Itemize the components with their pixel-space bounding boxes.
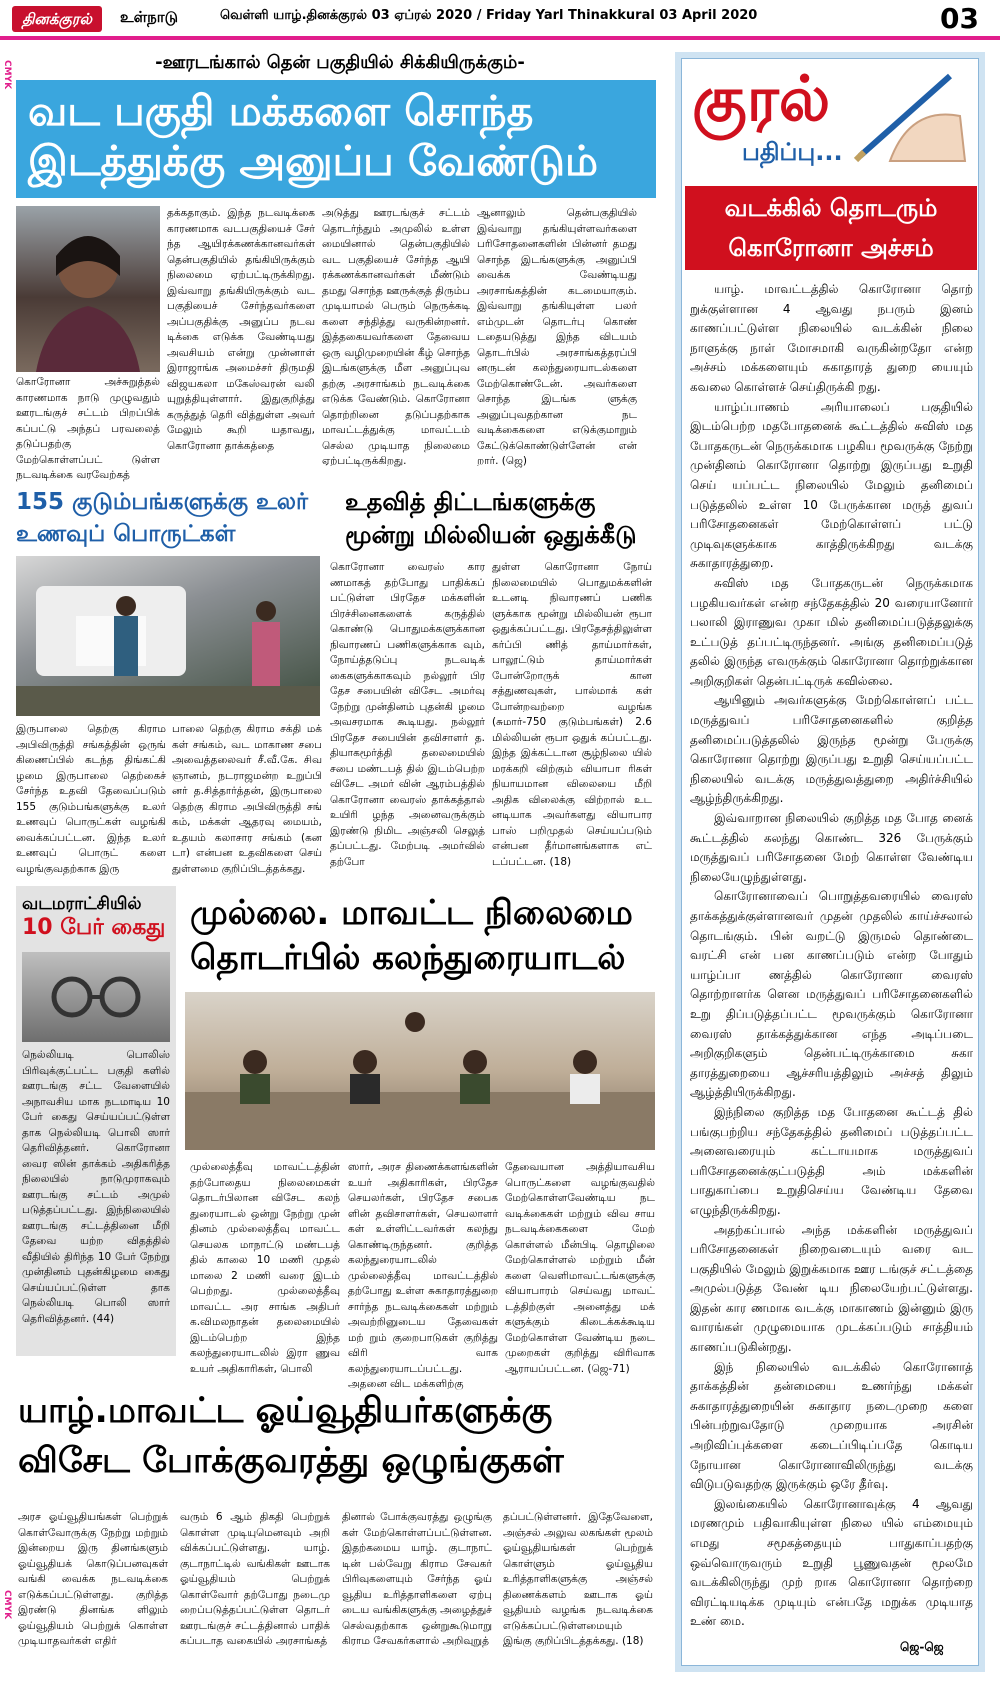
story2-headline-line2: உணவுப் பொருட்கள் [16,521,236,547]
story5-col1: அரச ஓய்வூதியங்கள் பெற்றுக் கொள்வோருக்கு நேற்று மற்றும் இன்றைய இரு தினங்களும் ஓய்வூதியக் கொடுப்பனவுகள் வங்கி வைக்க நடவடிக்கை எடுக்கப்பட்டுள்ளது. குறித்த இரண்டு தினங்க ளிலும் ஓய்வூதியம் பெற்றுக் கொள்ள முடியாதவர்கள் எதிர் [18,1511,168,1647]
editorial-paragraph: அதற்கப்பால் அந்த மக்களின் மருத்துவப் பரிசோதனைகள் நிறைவடையும் வரை வட பகுதியில் மேலும் இறுக்கமாக ஊர டங்குச் சட்டத்தை அமுல்படுத்த வேண் டிய நிலையேற்பட்டுள்ளது. இதன் கார ணமாக வடக்கு மாகாணம் இன்னும் இரு வாரங்கள் முழுமையாக முடக்கப்படும் சாத்தியம் காணப்படுகின்றது. [690,1222,973,1355]
story4-meeting-photo [185,992,655,1150]
editorial-paragraph: ஆயினும் அவர்களுக்கு மேற்கொள்ளப் பட்ட மருத்துவப் பரிசோதனைகளில் குறித்த தனிமைப்படுத்தலில் இருந்த மூன்று பேருக்கு கொரோனா தொற்று இருப்பது உறுதி செய்யப்பட்ட நிலையில் வடக்கு மருத்துவத்துறை அதிர்ச்சியில் ஆழ்ந்திருக்கிறது. [690,693,973,806]
editorial-paragraph: இலங்கையில் கொரோனாவுக்கு 4 ஆவது மரணமும் பதிவாகியுள்ள நிலை யில் எம்மையும் எமது சமூகத்தையும் பாதுகாப்பதற்கு ஒவ்வொருவரும் உறுதி பூணுவதன் மூலமே வடக்கிலிருந்து முற் றாக கொரோனா தொற்றை விரட்டியடிக்க முடியும் என்பதே மறுக்க முடியாத உண் மை. [690,1496,973,1629]
page-number: 03 [940,2,979,35]
editorial-headline-line1: வடக்கில் தொடரும் [724,194,938,222]
box-text: நெல்லியடி பொலிஸ் பிரிவுக்குட்பட்ட பகுதி களில் ஊரடங்கு சட்ட வேளையில் அநாவசிய மாக நடமாடிய 10 பேர் கைது செய்யப்பட்டுள்ள தாக நெல்லியடி பொலி ஸார் தெரிவித்தனர். கொரோனா வைர ஸின் தாக்கம் அதிகரித்த நிலையில் நாடுமுராகவும் ஊரடங்கு சட்டம் அமுல் படுத்தப்பட்டது. இந்நிலையில் ஊரடங்கு சட்டத்தினை மீறி தேவை யற்ற விதத்தில் வீதியில் திரிந்த 10 பேர் நேற்று முன்தினம் புதன்கிழமை கைது செய்யப்பட்டுள்ள தாக நெல்லியடி பொலி ஸார் தெரிவித்தனர். (44) [22,1049,170,1325]
story1-caption: கொரோனா அச்சுறுத்தல் காரணமாக நாடு முழுவதும் ஊரடங்குச் சட்டம் பிறப்பிக் கப்பட்டு அந்தப் பரவலைத் தடுப்பதற்கு மேற்கொள்ளப்பட் டுள்ள நடவடிக்கை வரவேற்கத் [16,376,160,481]
story2-photo [16,556,320,716]
handcuffs-icon [22,952,170,1042]
editorial-paragraph: சுவிஸ் மத போதகருடன் நெருக்கமாக பழகியவர்கள் என்ற சந்தேகத்தில் 20 வரையானோர் பலாலி இராணுவ முகா மில் தனிமைப்படுத்தலுக்கு உட்படுத் தப்பட்டிருந்தனர். அங்கு தனிமைப்படுத் தலில் இருந்த எவருக்கும் கொரோனா தொற்றுக்கான அறிகுறிகள் தென்பட்டிருக் கவில்லை. [690,575,973,688]
story2-col1: இருபாலை தெற்கு கிராம அபிவிருத்தி சங்கத்தின் ஒருங் கிணைப்பில் கடந்த திங்கட்கி ழமை இருபாலை தெற்கைச் சேர்ந்த உதவி தேவைப்படும் 155 குடும்பங்களுக்கு உலர் உணவுப் பொருட்கள் வழங்கி வைக்கப்பட்டன. இந்த உலர் உணவுப் பொருட் களை வழங்குவதற்காக இரு [16,723,166,875]
editorial-headline-line2: கொரோனா அச்சம் [728,234,934,262]
meeting-photo-icon [185,992,655,1150]
story1-col3: ஆனாலும் தென்பகுதியில் இவ்வாறு தங்கியுள்ளவர்களை பரிசோதனைகளின் பின்னர் தமது சொந்த இடங்களுக்கு அனுப்பி வைக்க வேண்டியது அரசாங்கத்தின் கடமையாகும். இவ்வாறு தங்கியுள்ள பலர் எம்முடன் தொடர்பு கொண் டதையடுத்து இந்த விடயம் தொடர்பில் அரசாங்கத்தரப்பி னருடன் கலந்துரையாடல்களை மேற்கொண்டேன். அவர்களை சொந்த இடங்க ளுக்கு அனுப்புவதற்கான நட வடிக்கைகளை எடுக்குமாறும் கேட்டுக்கொண்டுள்ளேன் என் றார். (ஜெ) [477,207,637,467]
story4-col2: ஸார், அரச திணைக்களங்களின் உயர் அதிகாரிகள், பிரதேச செயலர்கள், பிரதேச சபைக ளின் தவிசாளர்கள், செயலாளர் கள் உள்ளிட்டவர்கள் கலந்து கொண்டிருந்தனர். குறித்த கலந்துரையாடலில் முல்லைத்தீவு மாவட்டத்தில் தற்போது உள்ள சுகாதாரத்துறை சார்ந்த நடவடிக்கைகள் மற்றும் அவற்றினுடைய தேவைகள் மற் றும் குறைபாடுகள் குறித்து விரி வாக கலந்துரையாடப்பட்டது. அதனை விட மக்களிற்கு [348,1161,498,1390]
box-photo [22,952,170,1042]
editorial-subtitle: பதிப்பு... [742,138,843,166]
editorial-paragraph: இவ்வாறான நிலையில் குறித்த மத போத னைக் கூட்டத்தில் கலந்து கொண்ட 326 பேருக்கும் மருத்துவப் பரிசோதனை மேற் கொள்ள வேண்டிய நிலையேழுந்துள்ளது. [690,811,973,884]
story5-col3: தினால் போக்குவரத்து ஒழுங்கு கள் மேற்கொள்ளப்பட்டுள்ளன. இதற்கமைய யாழ். குடாநாட் டின் பல்வேறு கிராம சேவகர் பிரிவுகளையும் சேர்ந்த ஓய் வூதிய உரித்தாளிகளை ஏற்பு டைய வங்கிகளுக்கு அழைத்துச் செல்வதற்காக ஒன்றுகூடுமாறு கிராம சேவகர்களால் அறிவுறுத் [342,1511,492,1647]
story5-col4: தப்பட்டுள்ளனர். இதேவேளை, அஞ்சல் அலுவ லகங்கள் மூலம் ஓய்வூதியங்கள் பெற்றுக் கொள்ளும் ஓய்வூதிய உரித்தாளிகளுக்கு அஞ்சல் திணைக்களம் ஊடாக ஓய் வூதியம் வழங்க நடவடிக்கை எடுக்கப்பட்டுள்ளமையும் இங்கு குறிப்பிடத்தக்கது. (18) [503,1511,653,1647]
story1-col2: அடுத்து ஊரடங்குச் சட்டம் தொடர்ந்தும் அமுலில் உள்ள மையினால் தென்பகுதியில் வட பகுதியைச் சேர்ந்த ஆயி ரக்கணக்கானவர்கள் மீண்டும் தமது சொந்த ஊருக்குத் திரும்ப முடியாமல் பெரும் நெருக்கடி களை சந்தித்து வருகின்றனர். இத்தகையவர்களை தேவைய ஒரு வழிமுறையின் கீழ் சொந்த இடங்களுக்கு மீள அனுப்புவ தற்கு அரசாங்கம் நடவடிக்கை எடுக்க வேண்டும். கொரோனா தொற்றினை தடுப்பதற்காக மாவட்டத்துக்கு மாவட்டம் செல்ல முடியாத நிலைமை ஏற்பட்டிருக்கிறது. [322,207,470,467]
story1-portrait-photo [16,206,160,372]
box-headline-line1: வடமராட்சியில் [22,894,142,914]
story5-headline-line2: விசேட போக்குவரத்து ஒழுங்குகள் [18,1441,564,1481]
story5-headline-line1: யாழ்.மாவட்ட ஓய்வூதியர்களுக்கு [18,1391,553,1431]
story1-col1: தக்கதாகும். இந்த நடவடிக்கை காரணமாக வடபகுதியைச் சேர் ந்த ஆயிரக்கணக்கானவர்கள் தென்பகுதியில் தங்கியிருக்கும் நிலைமை ஏற்பட்டிருக்கிறது. இவ்வாறு தங்கியிருக்கும் வட பகுதியைச் சேர்ந்தவர்களை அப்பகுதிக்கு அனுப்ப நடவ டிக்கை எடுக்க வேண்டியது அவசியம் என்று முன்னாள் இராஜாங்க அமைச்சர் திருமதி விஜயகலா மகேஸ்வரன் வலி யுறுத்தியுள்ளார். இதுகுறித்து கருத்துத் தெரி வித்துள்ள அவர் மேலும் கூறி யதாவது, கொரோனா தாக்கத்தை [167,207,315,452]
cmyk-mark-bottom: CMYK [2,1590,12,1620]
editorial-body [690,280,973,1632]
story4-col1: முல்லைத்தீவு மாவட்டத்தின் தற்போதைய நிலைமைகள் தொடர்பிலான விசேட கலந் துரையாடல் ஒன்று நேற்று முன் தினம் முல்லைத்தீவு மாவட்ட செயலக மாநாட்டு மண்டபத் தில் காலை 10 மணி முதல் மாலை 2 மணி வரை இடம் பெற்றது. முல்லைத்தீவு மாவட்ட அர சாங்க அதிபர் க.விமலநாதன் தலைமையில் இடம்பெற்ற இந்த கலந்துரையாடலில் இரா ணுவ உயர் அதிகாரிகள், பொலி [190,1161,340,1375]
story1-headline-line2: இடத்துக்கு அனுப்ப வேண்டும் [28,137,598,185]
story4-col3: தேவையான அத்தியாவசிய பொருட்களை வழங்குவதில் மேற்கொள்ளவேண்டிய நட வடிக்கைகள் மற்றும் விவ சாய நடவடிக்கைகளை மேற் கொள்ளல் மீன்பிடி தொழிலை மேற்கொள்ளல் மற்றும் மீன் களை வெளிமாவட்டங்களுக்கு வியாபாரம் செய்வது மாவட் டத்திற்குள் அனைத்து மக் களுக்கும் கிடைக்கக்கூடிய மேற்கொள்ள வேண்டிய நடை முறைகள் குறித்து விரிவாக ஆராயப்பட்டன. (ஜெ-71) [505,1161,655,1375]
story3-headline-line1: உதவித் திட்டங்களுக்கு [345,488,596,516]
box-headline-line2: 10 பேர் கைது [22,915,166,940]
food-distribution-photo-icon [16,556,320,716]
story5-col2: வரும் 6 ஆம் திகதி பெற்றுக் கொள்ள முடியுமெனவும் அறி விக்கப்பட்டுள்ளது. யாழ். குடாநாட்டில் வங்கிகள் ஊடாக ஓய்வூதியம் பெற்றுக் கொள்வோர் தற்போது நடைமு றைப்படுத்தப்பட்டுள்ள தொடர் ஊரடங்குச் சட்டத்தினால் பாதிக் கப்படாத வகையில் அரசாங்கத் [180,1511,330,1647]
editorial-byline: ஜெ-ஜெ [900,1640,944,1654]
newspaper-logo: தினக்குரல் [12,6,102,32]
story2-col2: பாலை தெற்கு கிராம சக்தி மக் கள் சங்கம், வட மாகாண சபை அவைத்தலைவர் சீ.வீ.கே. சிவ ஞானம், நடராஜமன்ற உறுப்பி னர் த.சித்தார்த்தன், இருபாலை தெற்கு கிராம அபிவிருத்தி சங் கம், மக்கள் ஆதரவு மையம், உதயம் கலாசார சங்கம் (கன டா) என்பன உதவிகளை செய் துள்ளமை குறிப்பிடத்தக்கது. [172,723,322,875]
dateline: வெள்ளி யாழ்.தினக்குரல் 03 ஏப்ரல் 2020 / Friday Yarl Thinakkural 03 April 2020 [220,8,758,23]
story3-headline-line2: மூன்று மில்லியன் ஒதுக்கீடு [345,521,637,549]
editorial-title: குரல் [692,62,831,135]
cmyk-mark-top: CMYK [2,60,12,90]
story3-col2: துள்ள கொரோனா நோய் நிலைமையில் பொதுமக்களின் உடனடி நிவாரணப் பணிக ளுக்காக மூன்று மில்லியன் ரூபா ஒதுக்கப்பட்டது. பிரதேசத்திலுள்ள கர்ப்பி ணித் தாய்மார்கள், பாலூட்டும் தாய்மார்கள் போன்றோருக் கான சத்துணவுகள், பால்மாக் கள் போன்றவற்றை வழங்க (சுமார்-750 குடும்பங்கள்) 2.6 மில்லியன் ரூபா ஒதுக் கப்பட்டது. இந்த இக்கட்டான சூழ்நிலை யில் மரக்கறி விற்கும் வியாபா ரிகள் நியாயமான விலையை மீறி அதிக விலைக்கு விற்றால் உட னடியாக அவர்களது வியாபார பாஸ் பறிமுதல் செய்யப்படும் என்பன தீர்மானங்களாக எட் டப்பட்டன. (18) [492,561,652,868]
story4-headline-line1: முல்லை. மாவட்ட நிலைமை [190,893,633,933]
pen-in-hand-icon [850,66,970,166]
story4-headline-line2: தொடர்பில் கலந்துரையாடல் [190,938,626,978]
editorial-paragraph: கொரோனாவைப் பொறுத்தவரையில் வைரஸ் தாக்கத்துக்குள்ளானவர் முதன் முதலில் காய்ச்சலால் தொடங்கும். பின் வறட்டு இருமல் தொண்டை வரட்சி என் பன காணப்படும் என்ற போதும் யாழ்ப்பா ணத்தில் கொரோனா வைரஸ் தொற்றாளர்க ளென மருத்துவப் பரிசோதனைகளில் உறு திப்படுத்தப்பட்ட மூவருக்கும் கொரோனா வைரஸ் தாக்கத்துக்கான எந்த அடிப்படை அறிகுறிகளும் தென்பட்டிருக்காமை சுகா தாரத்துறையை ஆச்சரியத்திலும் அச்சத் திலும் ஆழ்த்தியிருக்கிறது. [690,889,973,1100]
story3-col1: கொரோனா வைரஸ் கார ணமாகத் தற்போது பாதிக்கப் பட்டுள்ள பிரதேச மக்களின் பிரச்சினைகளைக் கருத்தில் கொண்டு பொதுமக்களுக்கான நிவாரணப் பணிகளுக்காக வும், நோய்த்தடுப்பு நடவடிக் கைகளுக்காகவும் நல்லூர் பிர தேச சபையின் விசேட அமர்வு நேற்று முன்தினம் புதன்கி ழமை அவசரமாக கூடியது. நல்லூர் பிரதேச சபையின் தவிசாளர் த. தியாகமூர்த்தி தலைமையில் சபை மண்டபத் தில் இடம்பெற்ற விசேட அமர் வின் ஆரம்பத்தில் கொரோனா வைரஸ் தாக்கத்தால் உயிரி ழந்த அனைவருக்கும் இரண்டு நிமிட அஞ்சலி செலுத் தப்பட்டது. மேற்படி அமர்வில் தற்போ [330,561,485,868]
story1-kicker: -ஊரடங்கால் தென் பகுதியில் சிக்கியிருக்கும்- [155,52,525,73]
story2-headline-line1: 155 குடும்பங்களுக்கு உலர் [16,489,309,515]
person-portrait-icon [16,206,160,372]
editorial-paragraph: யாழ்ப்பாணம் அரியாலைப் பகுதியில் இடம்பெற்ற மதபோதனைக் கூட்டத்தில் சுவிஸ் மத போதகருடன் நெருக்கமாக பழகிய மூவருக்கு நேற்று முன்தினம் கொரோனா தொற்று இருப்பது உறுதி செய் யப்பட்ட நிலையில் மேலும் தனிமைப் படுத்தலில் உள்ள 10 பேருக்கான மருத் துவப் பரிசோதனைகள் மேற்கொள்ளப் பட்டு முடிவுகளுக்காக காத்திருக்கிறது வடக்கு சுகாதாரத்துறை. [690,399,973,571]
story1-headline-band [16,80,656,198]
editorial-paragraph: யாழ். மாவட்டத்தில் கொரோனா தொற் றுக்குள்ளான 4 ஆவது நபரும் இனம் காணப்பட்டுள்ள நிலையில் வடக்கின் நிலை நாளுக்கு நாள் மோசமாகி வருகின்றதோ என்ற அச்சம் மக்களையும் சுகாதாரத் துறை யையும் கவலை கொள்ளச் செய்திருக்கி றது. [690,282,973,394]
editorial-paragraph: இந் நிலையில் வடக்கில் கொரோனாத் தாக்கத்தின் தன்மையை உணர்ந்து மக்கள் சுகாதாரத்துறையின் சுகாதார நடைமுறை களை பின்பற்றுவதோடு முறையாக அரசின் அறிவிப்புக்களை கடைப்பிடிப்பதே கொடிய நோயான கொரோனாவிலிருந்து வடக்கு விடுபடுவதற்கு இருக்கும் ஒரே தீர்வு. [690,1359,973,1492]
editorial-paragraph: இந்நிலை குறித்த மத போதனை கூட்டத் தில் பங்குபற்றிய சந்தேகத்தில் தனிமைப் படுத்தப்பட்ட அனைவரையும் கட்டாயமாக மருத்துவப் பரிசோதனைக்குட்படுத்தி அம் மக்களின் பாதுகாப்பை உறுதிசெய்ய வேண்டிய தேவை எழுந்திருக்கிறது. [690,1104,973,1217]
editorial-headline-band [685,186,977,270]
story1-headline-line1: வட பகுதி மக்களை சொந்த [28,87,534,135]
section-label: உள்நாடு [120,8,178,26]
